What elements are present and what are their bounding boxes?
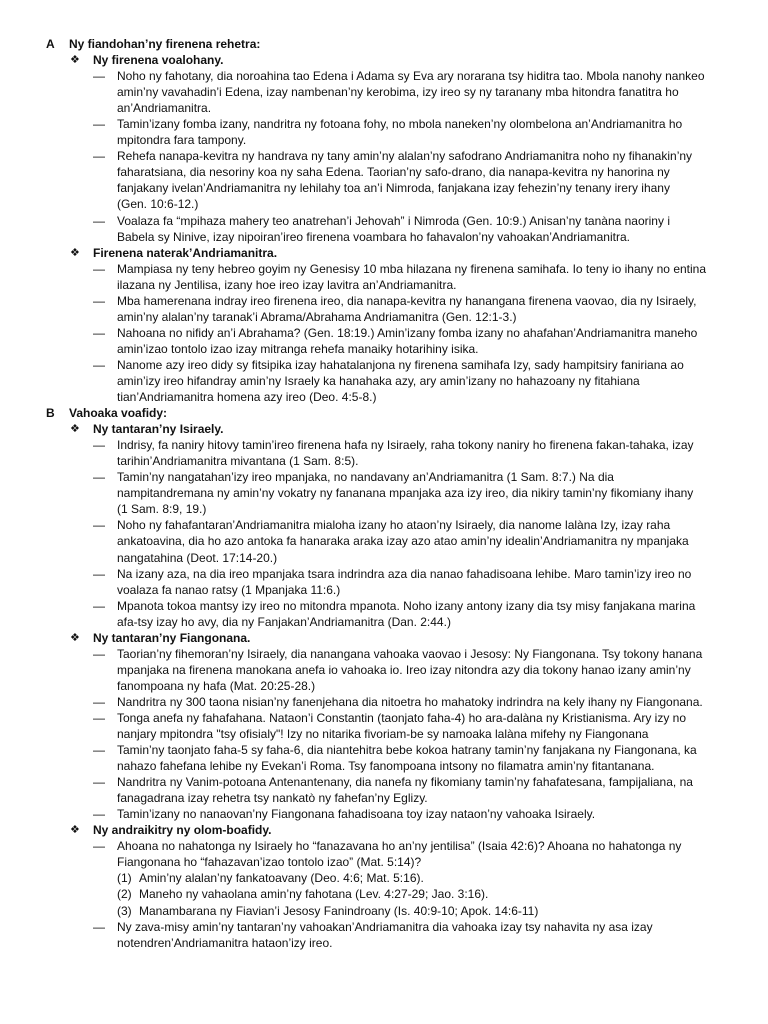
dash-bullet: — [93,566,105,581]
item-text: Ahoana no nahatonga ny Isiraely ho “fanazavana ho an’ny jentilisa” (Isaia 42:6)? Ahoana no hahatonga ny [117,839,682,854]
item-text: ankatoavina, dia ho azo antoka fa hanaraka araka izay azo atao amin’ny idealin’Andriamanitra ny mpanjaka [117,534,689,549]
item-text: Nandritra ny Vanim-potoana Antenantenany, dia nanefa ny fikomiany tamin’ny fahafatesana, fampijaliana, na [117,775,693,790]
diamond-bullet-icon: ❖ [70,54,80,67]
section-heading [0,36,768,52]
item-continuation [0,84,768,100]
item-continuation [0,164,768,180]
item-text: (1 Sam. 8:9, 19.) [117,502,207,517]
list-item [0,437,768,453]
numbered-text: Manambarana ny Fiavian’i Jesosy Fanindroany (Is. 40:9-10; Apok. 14:6-11) [139,903,539,918]
dash-bullet: — [93,775,105,790]
item-continuation [0,453,768,469]
item-continuation [0,582,768,598]
item-text: Nanome azy ireo didy sy fitsipika izay hahatalanjona ny firenena samihafa Izy, sady hampitsiry faniriana ao [117,357,684,372]
item-continuation [0,662,768,678]
item-continuation [0,758,768,774]
item-text: amin’ny vavahadin’i Edena, izay nambenan’ny kerobima, izy ireo sy ny taranany mba hitondra fanatitra ho [117,85,679,100]
item-text: fanompoana ny hafa (Mat. 20:25-28.) [117,678,316,693]
list-item [0,469,768,485]
item-text: Ny zava-misy amin’ny tantaran’ny vahoakan’Andriamanitra dia vahoaka izay tsy nahavita ny asa izay [117,919,653,934]
list-item [0,517,768,533]
dash-bullet: — [93,69,105,84]
list-item [0,598,768,614]
item-text: Voalaza fa “mpihaza mahery teo anatrehan’i Jehovah” i Nimroda (Gen. 10:9.) Anisan’ny tanàna naoriny i [117,213,670,228]
diamond-bullet-icon: ❖ [70,824,80,837]
subsection-title: Firenena naterak’Andriamanitra. [93,245,278,260]
section-letter: B [46,406,55,421]
list-item [0,68,768,84]
item-text: voalaza fa nanao ratsy (1 Mpanjaka 11:6.) [117,582,341,597]
item-continuation [0,726,768,742]
list-item [0,919,768,935]
item-continuation [0,132,768,148]
item-text: notendren’Andriamanitra hataon’izy ireo. [117,935,333,950]
item-continuation [0,309,768,325]
item-continuation [0,678,768,694]
list-item [0,838,768,854]
item-text: Tamin’ny taonjato faha-5 sy faha-6, dia niantehitra bebe kokoa hatrany tamin’ny fanjakana ny Fiangonana, ka [117,743,697,758]
dash-bullet: — [93,839,105,854]
numbered-item [0,903,768,919]
item-continuation [0,196,768,212]
list-item [0,774,768,790]
item-continuation [0,485,768,501]
item-continuation [0,550,768,566]
list-item [0,148,768,164]
item-text: Rehefa nanapa-kevitra ny handrava ny tany amin’ny alalan’ny safodrano Andriamanitra noho ny fihanakin’ny [117,149,693,164]
section-title: Vahoaka voafidy: [69,406,168,421]
item-text: Tamin’ny nangatahan’izy ireo mpanjaka, no nandavany an’Andriamanitra (1 Sam. 8:7.) Na dia [117,470,614,485]
subsection-heading [0,52,768,68]
item-text: Babela sy Ninive, izay nipoiran’ireo firenena voambara ho fahavalon’ny vahoakan’Andriamanitra. [117,229,630,244]
dash-bullet: — [93,694,105,709]
item-continuation [0,790,768,806]
list-item [0,213,768,229]
dash-bullet: — [93,117,105,132]
dash-bullet: — [93,470,105,485]
subsection-title: Ny firenena voalohany. [93,53,224,68]
document-page [0,36,768,951]
item-text: tian’Andriamanitra homena azy ireo (Deo. 4:5-8.) [117,390,377,405]
item-text: afa-tsy izay ho avy, dia ny Fanjakan’Andriamanitra (Dan. 2:44.) [117,614,451,629]
item-continuation [0,389,768,405]
item-continuation [0,533,768,549]
dash-bullet: — [93,213,105,228]
item-text: Indrisy, fa naniry hitovy tamin’ireo firenena hafa ny Isiraely, raha tokony naniry ho firenena fakan-tahaka, izay [117,438,694,453]
item-continuation [0,229,768,245]
list-item [0,325,768,341]
dash-bullet: — [93,743,105,758]
item-text: amin’ny alalan’ny taranak’i Abrama/Abrahama Andriamanitra (Gen. 12:1-3.) [117,309,517,324]
item-text: ilazana ny Jentilisa, izany hoe ireo izay lavitra an’Andriamanitra. [117,277,457,292]
item-text: amin’izy ireo hifandray amin’ny Israely ka hanahaka azy, ary amin’izany no hahazoany ny fitahiana [117,373,640,388]
dash-bullet: — [93,438,105,453]
list-item [0,566,768,582]
section-heading [0,405,768,421]
subsection-title: Ny tantaran’ny Isiraely. [93,422,224,437]
numbered-text: Maneho ny vahaolana amin’ny fahotana (Lev. 4:27-29; Jao. 3:16). [139,887,489,902]
numbered-item [0,886,768,902]
item-number: (2) [117,887,132,902]
list-item [0,694,768,710]
list-item [0,806,768,822]
item-continuation [0,180,768,196]
item-text: Noho ny fahafantaran’Andriamanitra mialoha izany ho ataon’ny Isiraely, dia nanome lalàna Izy, izay raha [117,518,671,533]
item-text: Tamin’izany fomba izany, nandritra ny fotoana fohy, no mbola naneken’ny olombelona an’Andriamanitra ho [117,117,683,132]
item-text: Fiangonana ho “fahazavan’izao tontolo izao” (Mat. 5:14)? [117,855,422,870]
item-text: Nandritra ny 300 taona nisian’ny fanenjehana dia nitoetra ho mahatoky indrindra na kely ihany ny Fiangonana. [117,694,703,709]
item-text: nanjary mpitondra "tsy ofisialy"! Izy no nitarika fivoriam-be sy namoaka lalàna mifehy ny Fiangonana [117,727,649,742]
subsection-heading [0,245,768,261]
diamond-bullet-icon: ❖ [70,423,80,436]
item-text: tarihin’Andriamanitra mivantana (1 Sam. 8:5). [117,454,359,469]
item-text: nampitandremana ny amin’ny vokatry ny fananana mpanjaka aza izy ireo, dia nikiry tamin’ny fikomiany ihany [117,486,694,501]
item-text: Noho ny fahotany, dia noroahina tao Edena i Adama sy Eva ary norarana tsy hiditra tao. Mbola nanohy nankeo [117,69,705,84]
dash-bullet: — [93,293,105,308]
item-text: nahazo fahefana lehibe ny Evekan’i Roma. Tsy fanompoana intsony no filamatra amin’ny fitantanana. [117,759,655,774]
subsection-heading [0,630,768,646]
section-title: Ny fiandohan’ny firenena rehetra: [69,37,261,51]
item-text: faharatsiana, dia nesoriny koa ny saha Edena. Taorian’ny safo-drano, dia nanapa-kevitra ny hanorina ny [117,165,670,180]
item-number: (3) [117,903,132,918]
item-text: an’Andriamanitra. [117,101,212,116]
item-text: Mampiasa ny teny hebreo goyim ny Genesisy 10 mba hilazana ny firenena samihafa. Io teny io ihany no entina [117,261,707,276]
item-continuation [0,341,768,357]
dash-bullet: — [93,357,105,372]
numbered-item [0,870,768,886]
list-item [0,293,768,309]
item-text: Tamin’izany no nanaovan’ny Fiangonana fahadisoana toy izay nataon’ny vahoaka Isiraely. [117,807,596,822]
item-text: mpanjaka na firenena manokana anefa io vahoaka io. Ireo izay nitondra azy dia tokony hanao izany amin’ny [117,662,691,677]
dash-bullet: — [93,710,105,725]
item-continuation [0,373,768,389]
numbered-text: Amin’ny alalan’ny fankatoavany (Deo. 4:6; Mat. 5:16). [139,871,424,886]
dash-bullet: — [93,598,105,613]
subsection-heading [0,421,768,437]
subsection-heading [0,822,768,838]
diamond-bullet-icon: ❖ [70,246,80,259]
list-item [0,742,768,758]
list-item [0,357,768,373]
item-text: mpitondra fara tampony. [117,133,247,148]
item-text: Na izany aza, na dia ireo mpanjaka tsara indrindra aza dia nanao fahadisoana lehibe. Maro tamin’izy ireo no [117,566,692,581]
item-text: Mpanota tokoa mantsy izy ireo no mitondra mpanota. Noho izany antony izany dia tsy misy fanjakana marina [117,598,696,613]
list-item [0,710,768,726]
item-continuation [0,100,768,116]
item-text: (Gen. 10:6-12.) [117,197,199,212]
item-continuation [0,854,768,870]
list-item [0,116,768,132]
item-text: amin’izao tontolo izao izay mitranga rehefa manaiky hotarihiny isika. [117,341,479,356]
item-text: Tonga anefa ny fahafahana. Nataon’i Constantin (taonjato faha-4) ho ara-dalàna ny Kristianisma. Ary izy no [117,710,687,725]
item-continuation [0,277,768,293]
dash-bullet: — [93,325,105,340]
item-text: fanjakany ivelan’Andriamanitra ny lehilahy toa an’i Nimroda, fanjakana izay fehezin’ny tenany irery ihany [117,181,670,196]
diamond-bullet-icon: ❖ [70,631,80,644]
subsection-title: Ny tantaran’ny Fiangonana. [93,630,251,645]
dash-bullet: — [93,646,105,661]
item-continuation [0,935,768,951]
item-text: Mba hamerenana indray ireo firenena ireo, dia nanapa-kevitra ny hanangana firenena vaovao, dia ny Isiraely, [117,293,697,308]
item-continuation [0,614,768,630]
section-letter: A [46,37,55,51]
item-text: fanagadrana izay rehetra tsy nankatò ny fahefan’ny Eglizy. [117,791,428,806]
dash-bullet: — [93,919,105,934]
item-text: Nahoana no nifidy an’i Abrahama? (Gen. 18:19.) Amin’izany fomba izany no ahafahan’Andriamanitra maneho [117,325,698,340]
dash-bullet: — [93,149,105,164]
list-item [0,261,768,277]
list-item [0,646,768,662]
subsection-title: Ny andraikitry ny olom-boafidy. [93,823,272,838]
item-continuation [0,501,768,517]
dash-bullet: — [93,518,105,533]
dash-bullet: — [93,261,105,276]
dash-bullet: — [93,807,105,822]
item-number: (1) [117,871,132,886]
item-text: Taorian’ny fihemoran’ny Isiraely, dia nanangana vahoaka vaovao i Jesosy: Ny Fiangonana. Tsy tokony hanana [117,646,703,661]
item-text: nangatahina (Deot. 17:14-20.) [117,550,278,565]
